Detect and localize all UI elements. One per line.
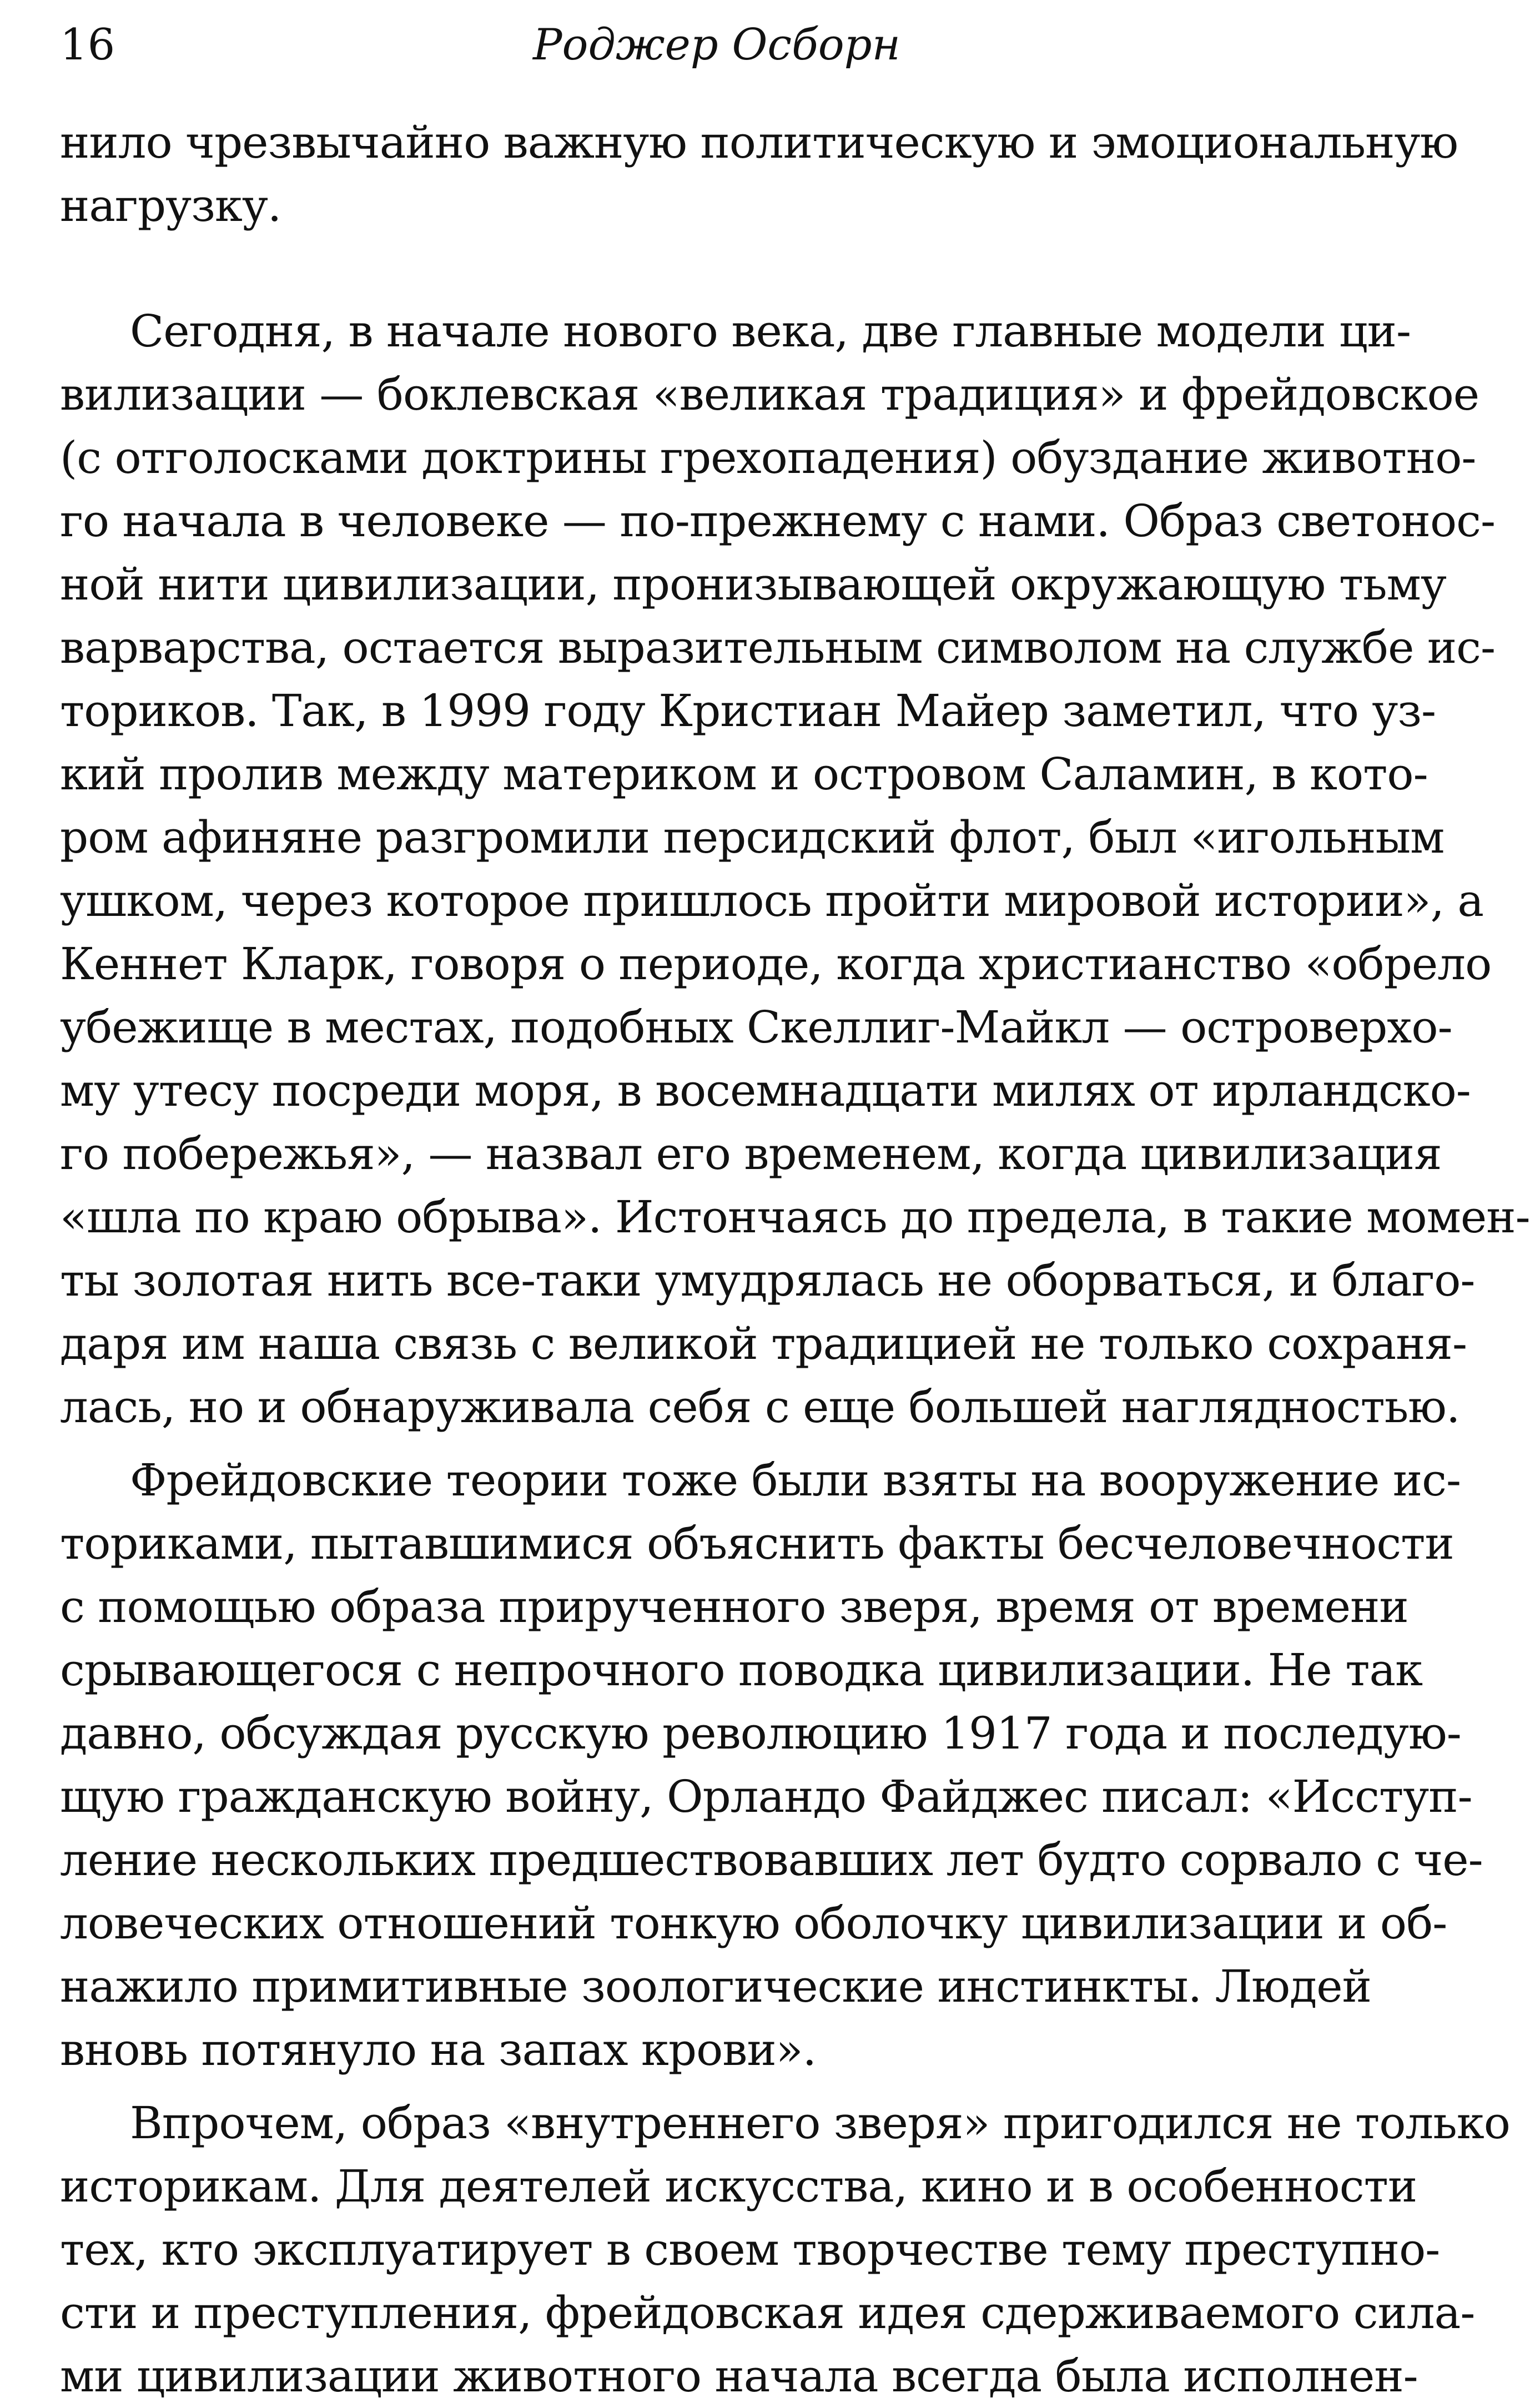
text-line: ториков. Так, в 1999 году Кристиан Майер заметил, что уз- xyxy=(60,685,1436,737)
text-line: ты золотая нить все-таки умудрялась не оборваться, и благо- xyxy=(60,1255,1475,1306)
text-line: ми цивилизации животного начала всегда была исполнен- xyxy=(60,2350,1418,2402)
text-line: Фрейдовские теории тоже были взяты на вооружение ис- xyxy=(130,1454,1461,1506)
text-line: вилизации — боклевская «великая традиция» и фрейдовское xyxy=(60,369,1479,420)
text-line: Кеннет Кларк, говоря о периоде, когда христианство «обрело xyxy=(60,938,1492,990)
paragraph-spacer xyxy=(60,1439,1366,1449)
text-line: историкам. Для деятелей искусства, кино и в особенности xyxy=(60,2160,1417,2212)
text-line: даря им наша связь с великой традицией не только сохраня- xyxy=(60,1318,1467,1369)
text-line: ловеческих отношений тонкую оболочку цивилизации и об- xyxy=(60,1897,1447,1949)
text-line: сти и преступления, фрейдовская идея сдерживаемого сила- xyxy=(60,2287,1475,2339)
text-line: ление нескольких предшествовавших лет будто сорвало с че- xyxy=(60,1834,1483,1886)
text-line: му утесу посреди моря, в восемнадцати милях от ирландско- xyxy=(60,1065,1471,1116)
text-line: го начала в человеке — по-прежнему с нами. Образ светонос- xyxy=(60,495,1496,547)
text-line: го побережья», — назвал его временем, когда цивилизация xyxy=(60,1128,1442,1180)
text-line: убежище в местах, подобных Скеллиг-Майкл — островерхо- xyxy=(60,1001,1452,1053)
text-line: щую гражданскую войну, Орландо Файджес писал: «Исступ- xyxy=(60,1771,1472,1822)
body-text xyxy=(60,111,1530,2408)
page-header xyxy=(60,9,1373,81)
text-line: Сегодня, в начале нового века, две главные модели ци- xyxy=(130,305,1411,357)
text-line: нажило примитивные зоологические инстинкты. Людей xyxy=(60,1961,1371,2012)
text-line: нагрузку. xyxy=(60,180,281,231)
text-line: «шла по краю обрыва». Истончаясь до предела, в такие момен- xyxy=(60,1191,1530,1243)
text-line: давно, обсуждая русскую революцию 1917 года и последую- xyxy=(60,1707,1461,1759)
text-line: кий пролив между материком и островом Саламин, в кото- xyxy=(60,748,1428,800)
text-line: нило чрезвычайно важную политическую и эмоциональную xyxy=(60,117,1458,168)
text-line: варварства, остается выразительным символом на службе ис- xyxy=(60,622,1495,673)
text-line: вновь потянуло на запах крови». xyxy=(60,2024,817,2075)
text-line: (с отголосками доктрины грехопадения) обуздание животно- xyxy=(60,432,1476,483)
text-line: ром афиняне разгромили персидский флот, был «игольным xyxy=(60,812,1445,863)
text-line: срывающегося с непрочного поводка цивилизации. Не так xyxy=(60,1644,1423,1696)
text-line: Впрочем, образ «внутреннего зверя» пригодился не только xyxy=(130,2097,1510,2149)
text-line: ной нити цивилизации, пронизывающей окружающую тьму xyxy=(60,558,1446,610)
paragraph-spacer xyxy=(60,2082,1366,2092)
page-number: 16 xyxy=(60,20,115,70)
paragraph-spacer xyxy=(60,238,1366,300)
text-line: ушком, через которое пришлось пройти мировой истории», а xyxy=(60,875,1484,926)
text-line: с помощью образа прирученного зверя, время от времени xyxy=(60,1581,1408,1633)
text-line: лась, но и обнаруживала себя с еще большей наглядностью. xyxy=(60,1381,1460,1433)
running-head: Роджер Осборн xyxy=(533,20,900,70)
text-line: тех, кто эксплуатирует в своем творчестве тему преступно- xyxy=(60,2224,1440,2275)
text-line: ториками, пытавшимися объяснить факты бесчеловечности xyxy=(60,1518,1454,1569)
